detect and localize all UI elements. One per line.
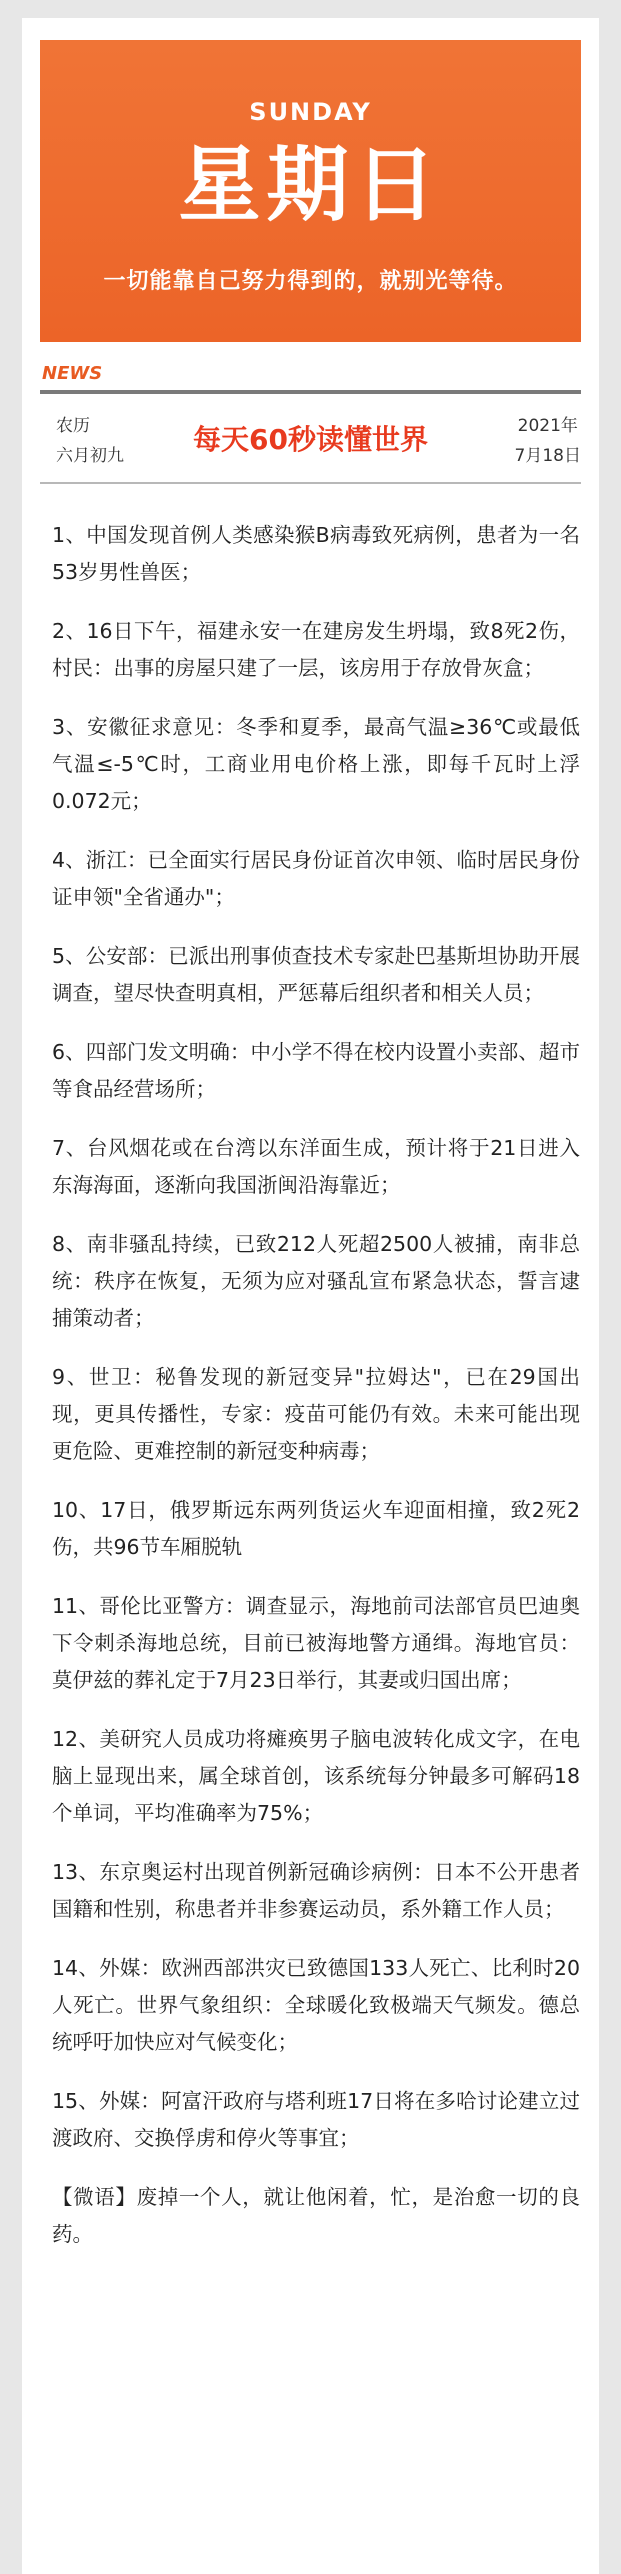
news-item: 9、世卫：秘鲁发现的新冠变异"拉姆达"，已在29国出现，更具传播性，专家：疫苗可能仍有效。未来可能出现更危险、更难控制的新冠变种病毒； bbox=[52, 1364, 580, 1463]
banner-weekday-en: SUNDAY bbox=[249, 98, 372, 126]
news-item: 6、四部门发文明确：中小学不得在校内设置小卖部、超市等食品经营场所； bbox=[52, 1039, 580, 1101]
news-item: 10、17日，俄罗斯远东两列货运火车迎面相撞，致2死2伤，共96节车厢脱轨 bbox=[52, 1497, 580, 1559]
calendar-year: 2021年 bbox=[517, 416, 578, 436]
news-item: 5、公安部：已派出刑事侦查技术专家赴巴基斯坦协助开展调查，望尽快查明真相，严惩幕后组织者和相关人员； bbox=[52, 943, 580, 1005]
header-divider-bottom bbox=[40, 482, 581, 484]
lunar-date-label: 农历 bbox=[56, 416, 90, 436]
news-item: 14、外媒：欧洲西部洪灾已致德国133人死亡、比利时20人死亡。世界气象组织：全球暖化致极端天气频发。德总统呼吁加快应对气候变化； bbox=[52, 1955, 580, 2054]
calendar-month-day: 7月18日 bbox=[514, 446, 581, 466]
news-label: NEWS bbox=[42, 363, 103, 384]
news-item: 1、中国发现首例人类感染猴B病毒致死病例，患者为一名53岁男性兽医； bbox=[52, 522, 580, 584]
news-item: 4、浙江：已全面实行居民身份证首次申领、临时居民身份证申领"全省通办"； bbox=[52, 847, 580, 909]
news-item: 7、台风烟花或在台湾以东洋面生成，预计将于21日进入东海海面，逐渐向我国浙闽沿海靠近； bbox=[52, 1135, 580, 1197]
article-card bbox=[22, 18, 599, 2574]
news-item: 3、安徽征求意见：冬季和夏季，最高气温≥36℃或最低气温≤-5℃时，工商业用电价格上涨，即每千瓦时上浮0.072元； bbox=[52, 714, 580, 813]
lunar-date-value: 六月初九 bbox=[56, 446, 124, 466]
calendar-date bbox=[515, 411, 581, 471]
news-item: 8、南非骚乱持续，已致212人死超2500人被捕，南非总统：秩序在恢复，无须为应对骚乱宣布紧急状态，誓言逮捕策动者； bbox=[52, 1231, 580, 1330]
header-divider-top bbox=[40, 390, 581, 394]
banner-slogan: 一切能靠自己努力得到的，就别光等待。 bbox=[103, 269, 518, 294]
news-item: 12、美研究人员成功将瘫痪男子脑电波转化成文字，在电脑上显现出来，属全球首创，该系统每分钟最多可解码18个单词，平均准确率为75%； bbox=[52, 1726, 580, 1825]
news-item: 2、16日下午，福建永安一在建房发生坍塌，致8死2伤，村民：出事的房屋只建了一层，该房用于存放骨灰盒； bbox=[52, 618, 580, 680]
banner-weekday-cn: 星期日 bbox=[178, 138, 443, 233]
news-item: 13、东京奥运村出现首例新冠确诊病例：日本不公开患者国籍和性别，称患者并非参赛运动员，系外籍工作人员； bbox=[52, 1859, 580, 1921]
lunar-date bbox=[56, 411, 124, 471]
news-item: 11、哥伦比亚警方：调查显示，海地前司法部官员巴迪奥下令刺杀海地总统，目前已被海地警方通缉。海地官员：莫伊兹的葬礼定于7月23日举行，其妻或归国出席； bbox=[52, 1593, 580, 1692]
page-title: 每天60秒读懂世界 bbox=[193, 423, 428, 456]
news-item: 15、外媒：阿富汗政府与塔利班17日将在多哈讨论建立过渡政府、交换俘虏和停火等事宜； bbox=[52, 2088, 580, 2150]
header-banner bbox=[40, 40, 581, 342]
daily-quote: 【微语】废掉一个人，就让他闲着，忙，是治愈一切的良药。 bbox=[52, 2184, 580, 2246]
news-list bbox=[52, 496, 580, 2275]
